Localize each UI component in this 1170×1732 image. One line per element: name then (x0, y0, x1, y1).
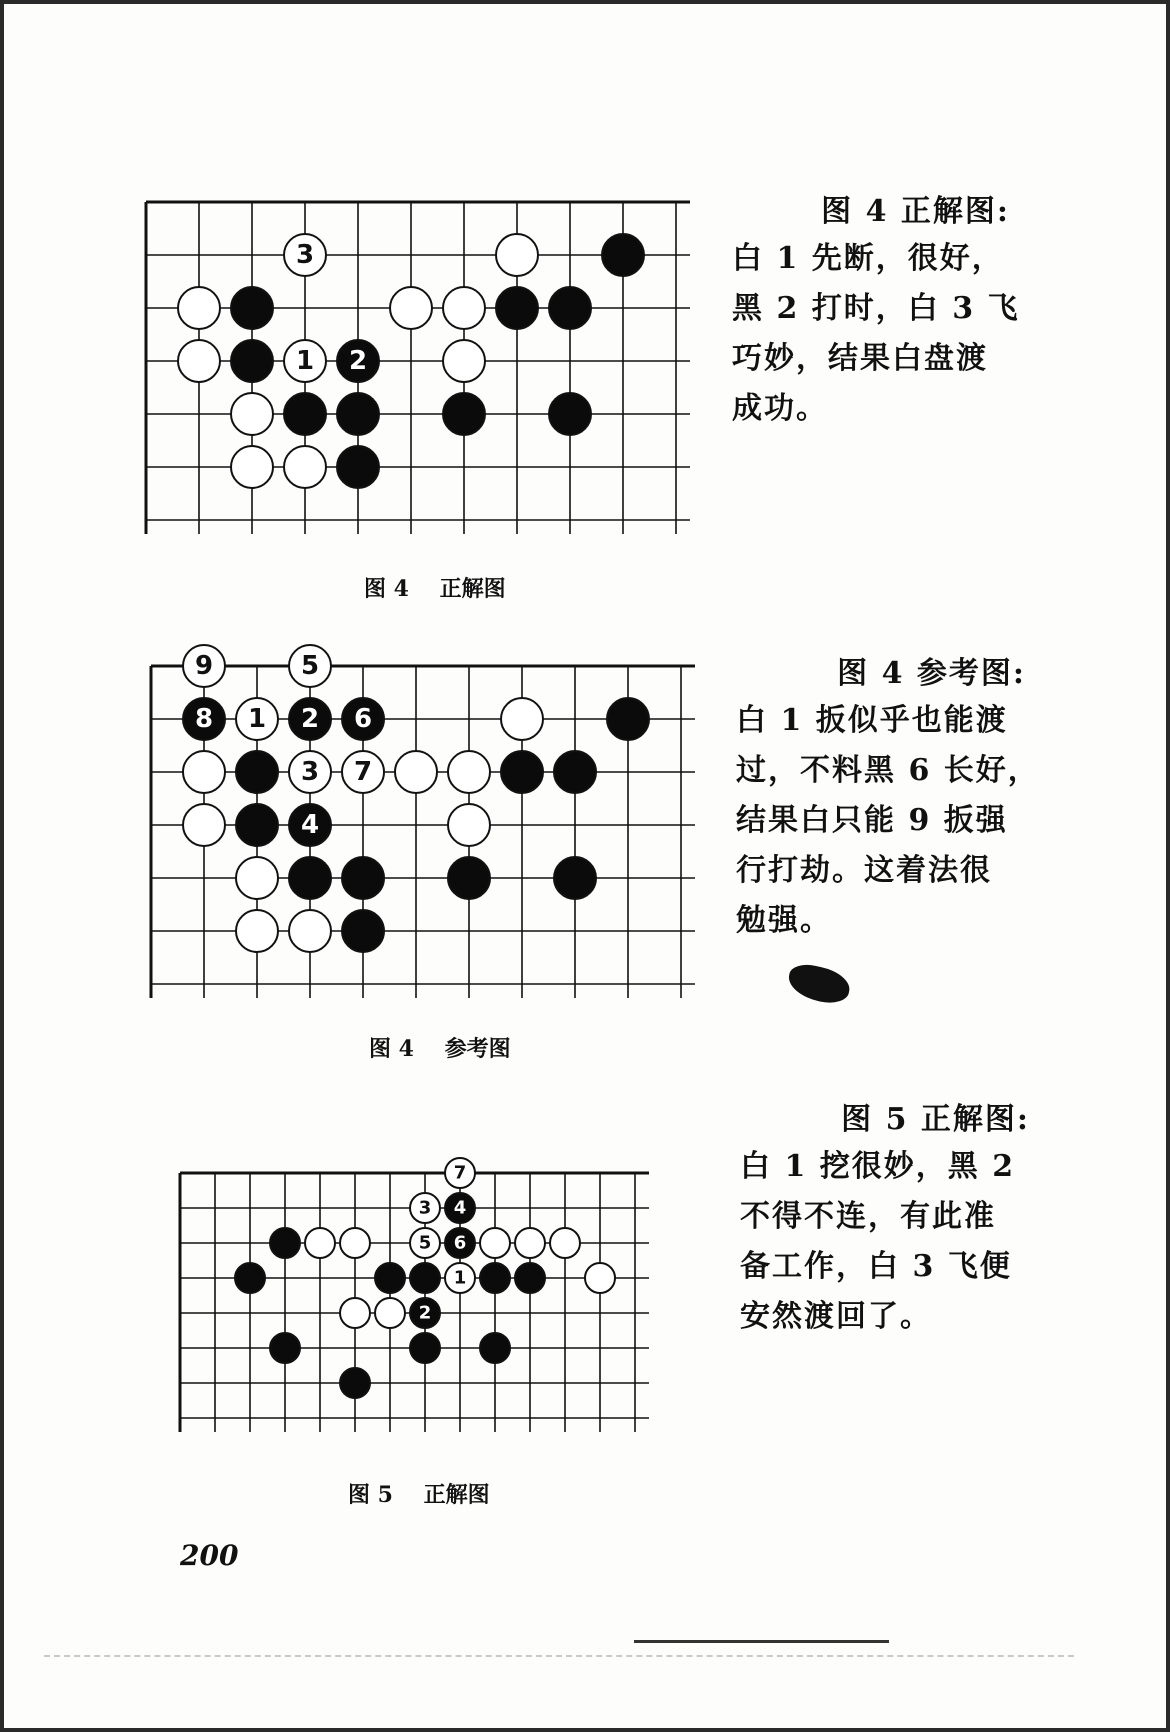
go-board-fig4-reference (149, 651, 699, 1002)
white-stone (501, 698, 543, 740)
black-stone (448, 857, 490, 899)
fig5-solution-text (740, 1094, 1030, 1342)
stone-circle (236, 804, 278, 846)
black-stone (342, 857, 384, 899)
ink-smudge (785, 961, 853, 1007)
white-stone (289, 910, 331, 952)
stone-circle (236, 751, 278, 793)
text-line: 安然渡回了。 (740, 1299, 932, 1334)
white-stone (183, 751, 225, 793)
stone-circle (554, 751, 596, 793)
fig5-solution-caption: 图 5 正解图 (348, 1482, 490, 1508)
white-stone (550, 1228, 580, 1258)
black-stone (554, 751, 596, 793)
black-stone (445, 1193, 475, 1223)
stone-circle (270, 1333, 300, 1363)
white-stone (390, 287, 432, 329)
black-stone (410, 1298, 440, 1328)
white-stone (284, 234, 326, 276)
black-stone (549, 393, 591, 435)
stone-circle (231, 393, 273, 435)
black-stone (602, 234, 644, 276)
stone-circle (448, 804, 490, 846)
white-stone (178, 340, 220, 382)
stone-circle (337, 446, 379, 488)
stone-circle (375, 1298, 405, 1328)
black-stone (337, 340, 379, 382)
black-stone (270, 1228, 300, 1258)
board-svg (144, 200, 694, 538)
move-number: 2 (348, 346, 368, 376)
stone-circle (501, 751, 543, 793)
white-stone (410, 1193, 440, 1223)
white-stone (236, 698, 278, 740)
stone-circle (496, 287, 538, 329)
move-number: 8 (194, 704, 214, 734)
white-stone (395, 751, 437, 793)
move-number: 6 (353, 704, 373, 734)
black-stone (480, 1333, 510, 1363)
black-stone (183, 698, 225, 740)
go-board-fig4-solution (144, 200, 694, 538)
stone-circle (550, 1228, 580, 1258)
move-number: 6 (453, 1232, 467, 1254)
white-stone (480, 1228, 510, 1258)
text-line: 白 1 挖很妙，黑 2 (740, 1149, 1016, 1184)
stone-circle (549, 287, 591, 329)
white-stone (231, 446, 273, 488)
white-stone (178, 287, 220, 329)
fig4-solution-heading: 图 4 正解图: (821, 194, 1010, 229)
fig4-reference-heading: 图 4 参考图: (837, 656, 1026, 691)
stone-circle (236, 910, 278, 952)
black-stone (501, 751, 543, 793)
move-number: 4 (300, 810, 320, 840)
board-svg (149, 651, 699, 1002)
go-board-fig5-solution (178, 1162, 653, 1436)
stone-circle (183, 804, 225, 846)
stone-circle (342, 910, 384, 952)
stone-circle (340, 1368, 370, 1398)
black-stone (410, 1263, 440, 1293)
white-stone (284, 446, 326, 488)
white-stone (231, 393, 273, 435)
stone-circle (501, 698, 543, 740)
stone-circle (178, 287, 220, 329)
black-stone (235, 1263, 265, 1293)
white-stone (284, 340, 326, 382)
black-stone (480, 1263, 510, 1293)
fig4-reference-caption: 图 4 参考图 (369, 1036, 511, 1062)
white-stone (445, 1263, 475, 1293)
stone-circle (183, 751, 225, 793)
page-number: 200 (180, 1539, 239, 1572)
white-stone (183, 804, 225, 846)
black-stone (445, 1228, 475, 1258)
black-stone (342, 698, 384, 740)
move-number: 2 (300, 704, 320, 734)
black-stone (515, 1263, 545, 1293)
stone-circle (549, 393, 591, 435)
black-stone (236, 804, 278, 846)
move-number: 2 (418, 1302, 432, 1324)
white-stone (236, 910, 278, 952)
stone-circle (443, 287, 485, 329)
white-stone (289, 751, 331, 793)
black-stone (549, 287, 591, 329)
stone-circle (375, 1263, 405, 1293)
move-number: 4 (453, 1197, 467, 1219)
stone-circle (395, 751, 437, 793)
white-stone (496, 234, 538, 276)
white-stone (375, 1298, 405, 1328)
text-line: 备工作，白 3 飞便 (740, 1249, 1012, 1284)
black-stone (496, 287, 538, 329)
white-stone (448, 751, 490, 793)
move-number: 3 (300, 757, 320, 787)
stone-circle (607, 698, 649, 740)
move-number: 3 (418, 1197, 432, 1219)
stone-circle (480, 1333, 510, 1363)
white-stone (443, 340, 485, 382)
black-stone (270, 1333, 300, 1363)
stone-circle (284, 393, 326, 435)
black-stone (375, 1263, 405, 1293)
black-stone (289, 857, 331, 899)
text-line: 结果白只能 9 扳强 (736, 803, 1008, 838)
stone-circle (515, 1228, 545, 1258)
black-stone (410, 1333, 440, 1363)
black-stone (337, 446, 379, 488)
black-stone (607, 698, 649, 740)
stone-circle (342, 857, 384, 899)
bottom-rule (634, 1640, 889, 1643)
move-number: 5 (300, 651, 320, 681)
white-stone (236, 857, 278, 899)
text-line: 不得不连，有此准 (740, 1199, 996, 1234)
stone-circle (270, 1228, 300, 1258)
black-stone (337, 393, 379, 435)
white-stone (585, 1263, 615, 1293)
stone-circle (443, 340, 485, 382)
stone-circle (448, 751, 490, 793)
white-stone (445, 1158, 475, 1188)
black-stone (236, 751, 278, 793)
fig4-solution-caption: 图 4 正解图 (364, 576, 506, 602)
move-number: 1 (247, 704, 267, 734)
white-stone (342, 751, 384, 793)
move-number: 1 (295, 346, 315, 376)
stone-circle (231, 446, 273, 488)
text-line: 成功。 (732, 391, 828, 426)
stone-circle (340, 1228, 370, 1258)
stone-circle (410, 1263, 440, 1293)
white-stone (340, 1298, 370, 1328)
text-line: 巧妙，结果白盘渡 (732, 341, 988, 376)
white-stone (443, 287, 485, 329)
stone-circle (448, 857, 490, 899)
white-stone (448, 804, 490, 846)
stone-circle (515, 1263, 545, 1293)
stone-circle (585, 1263, 615, 1293)
stone-circle (231, 340, 273, 382)
black-stone (289, 804, 331, 846)
black-stone (289, 698, 331, 740)
text-line: 黑 2 打时，白 3 飞 (732, 291, 1020, 326)
stone-circle (235, 1263, 265, 1293)
fig5-solution-heading: 图 5 正解图: (841, 1102, 1030, 1137)
stone-circle (480, 1263, 510, 1293)
stone-circle (231, 287, 273, 329)
stone-circle (390, 287, 432, 329)
move-number: 7 (353, 757, 373, 787)
stone-circle (602, 234, 644, 276)
stone-circle (178, 340, 220, 382)
stone-circle (305, 1228, 335, 1258)
move-number: 9 (194, 651, 214, 681)
white-stone (289, 645, 331, 687)
black-stone (231, 287, 273, 329)
black-stone (554, 857, 596, 899)
stone-circle (284, 446, 326, 488)
fig4-reference-text (736, 648, 1040, 946)
stone-circle (289, 910, 331, 952)
move-number: 3 (295, 240, 315, 270)
stone-circle (554, 857, 596, 899)
white-stone (340, 1228, 370, 1258)
black-stone (443, 393, 485, 435)
white-stone (410, 1228, 440, 1258)
text-line: 白 1 扳似乎也能渡 (736, 703, 1008, 738)
stone-circle (337, 393, 379, 435)
move-number: 1 (453, 1267, 467, 1289)
stone-circle (443, 393, 485, 435)
stone-circle (340, 1298, 370, 1328)
stone-circle (289, 857, 331, 899)
fig4-solution-text (732, 186, 1020, 434)
move-number: 7 (453, 1162, 467, 1184)
black-stone (340, 1368, 370, 1398)
move-number: 5 (418, 1232, 432, 1254)
board-svg (178, 1162, 653, 1436)
white-stone (183, 645, 225, 687)
white-stone (305, 1228, 335, 1258)
bottom-dashed-rule (44, 1655, 1074, 1657)
text-line: 行打劫。这着法很 (736, 853, 992, 888)
stone-circle (236, 857, 278, 899)
stone-circle (410, 1333, 440, 1363)
stone-circle (480, 1228, 510, 1258)
text-line: 勉强。 (736, 903, 832, 938)
text-line: 过，不料黑 6 长好， (736, 753, 1040, 788)
black-stone (342, 910, 384, 952)
black-stone (231, 340, 273, 382)
text-line: 白 1 先断，很好， (732, 241, 1004, 276)
stone-circle (496, 234, 538, 276)
white-stone (515, 1228, 545, 1258)
black-stone (284, 393, 326, 435)
